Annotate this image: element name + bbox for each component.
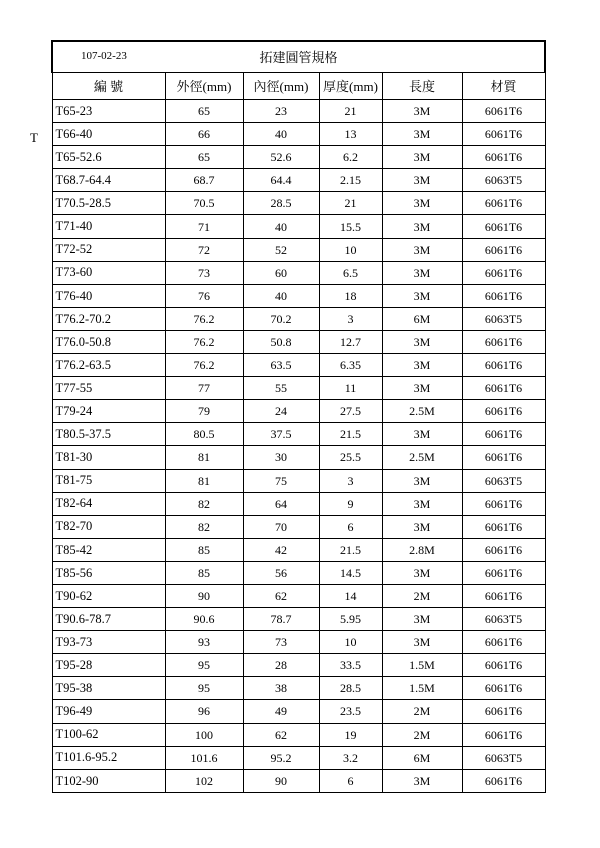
table-cell: 6061T6 [462, 492, 545, 515]
pipe-code-cell: T76.2-70.2 [52, 307, 165, 330]
table-cell: 6063T5 [462, 608, 545, 631]
table-cell: 64.4 [243, 169, 319, 192]
table-cell: 93 [165, 631, 243, 654]
table-cell: 42 [243, 538, 319, 561]
pipe-code-cell: T71-40 [52, 215, 165, 238]
table-cell: 6061T6 [462, 146, 545, 169]
pipe-code-cell: T70.5-28.5 [52, 192, 165, 215]
table-cell: 73 [165, 261, 243, 284]
table-cell: 72 [165, 238, 243, 261]
table-row [52, 330, 545, 353]
table-cell: 75 [243, 469, 319, 492]
table-cell: 82 [165, 515, 243, 538]
table-cell: 6061T6 [462, 538, 545, 561]
table-cell: 21 [319, 192, 382, 215]
document-date: 107-02-23 [81, 50, 127, 62]
table-cell: 1.5M [382, 677, 462, 700]
table-cell: 6061T6 [462, 561, 545, 584]
table-cell: 76 [165, 284, 243, 307]
table-cell: 3M [382, 492, 462, 515]
table-cell: 6061T6 [462, 377, 545, 400]
table-cell: 28.5 [319, 677, 382, 700]
table-row [52, 284, 545, 307]
table-cell: 6061T6 [462, 238, 545, 261]
table-cell: 6061T6 [462, 423, 545, 446]
table-row [52, 631, 545, 654]
table-cell: 81 [165, 446, 243, 469]
table-row [52, 307, 545, 330]
table-cell: 3M [382, 608, 462, 631]
table-cell: 76.2 [165, 330, 243, 353]
column-header: 長度 [382, 73, 462, 100]
pipe-code-cell: T81-75 [52, 469, 165, 492]
title-row [52, 41, 545, 73]
table-cell: 70.2 [243, 307, 319, 330]
table-cell: 18 [319, 284, 382, 307]
table-cell: 2.15 [319, 169, 382, 192]
table-row [52, 400, 545, 423]
table-cell: 76.2 [165, 307, 243, 330]
table-cell: 102 [165, 769, 243, 792]
pipe-code-cell: T81-30 [52, 446, 165, 469]
table-cell: 3.2 [319, 746, 382, 769]
table-cell: 90 [243, 769, 319, 792]
table-cell: 6061T6 [462, 723, 545, 746]
table-cell: 3M [382, 330, 462, 353]
table-cell: 2M [382, 584, 462, 607]
table-cell: 3M [382, 469, 462, 492]
table-cell: 14 [319, 584, 382, 607]
table-row [52, 538, 545, 561]
column-header: 編 號 [52, 73, 165, 100]
table-row [52, 377, 545, 400]
pipe-code-cell: T90.6-78.7 [52, 608, 165, 631]
table-row [52, 700, 545, 723]
table-cell: 10 [319, 238, 382, 261]
table-row [52, 746, 545, 769]
table-row [52, 469, 545, 492]
table-cell: 65 [165, 146, 243, 169]
table-cell: 6061T6 [462, 330, 545, 353]
table-cell: 101.6 [165, 746, 243, 769]
table-cell: 13 [319, 123, 382, 146]
table-cell: 66 [165, 123, 243, 146]
table-cell: 3M [382, 377, 462, 400]
table-cell: 6061T6 [462, 654, 545, 677]
pipe-code-cell: T77-55 [52, 377, 165, 400]
table-cell: 6061T6 [462, 446, 545, 469]
pipe-code-cell: T65-23 [52, 100, 165, 123]
table-cell: 1.5M [382, 654, 462, 677]
table-cell: 62 [243, 723, 319, 746]
title-cell [52, 41, 545, 73]
table-cell: 6061T6 [462, 515, 545, 538]
table-cell: 6061T6 [462, 700, 545, 723]
table-cell: 6.2 [319, 146, 382, 169]
table-row [52, 515, 545, 538]
pipe-code-cell: T76-40 [52, 284, 165, 307]
table-cell: 79 [165, 400, 243, 423]
pipe-code-cell: T72-52 [52, 238, 165, 261]
table-cell: 90.6 [165, 608, 243, 631]
table-cell: 27.5 [319, 400, 382, 423]
table-cell: 5.95 [319, 608, 382, 631]
table-cell: 3M [382, 769, 462, 792]
table-cell: 90 [165, 584, 243, 607]
table-cell: 77 [165, 377, 243, 400]
table-cell: 6061T6 [462, 631, 545, 654]
table-cell: 6 [319, 769, 382, 792]
table-row [52, 238, 545, 261]
table-cell: 37.5 [243, 423, 319, 446]
table-cell: 100 [165, 723, 243, 746]
table-cell: 70.5 [165, 192, 243, 215]
pipe-code-cell: T82-70 [52, 515, 165, 538]
table-cell: 65 [165, 100, 243, 123]
pipe-code-cell: T76.0-50.8 [52, 330, 165, 353]
table-cell: 6 [319, 515, 382, 538]
table-row [52, 261, 545, 284]
table-cell: 6061T6 [462, 100, 545, 123]
table-cell: 38 [243, 677, 319, 700]
table-cell: 55 [243, 377, 319, 400]
pipe-code-cell: T101.6-95.2 [52, 746, 165, 769]
table-row [52, 169, 545, 192]
table-cell: 2.5M [382, 446, 462, 469]
table-cell: 2M [382, 700, 462, 723]
pipe-code-cell: T93-73 [52, 631, 165, 654]
table-cell: 3M [382, 238, 462, 261]
table-cell: 3M [382, 192, 462, 215]
table-cell: 3M [382, 215, 462, 238]
table-cell: 3M [382, 123, 462, 146]
table-row [52, 146, 545, 169]
table-cell: 23 [243, 100, 319, 123]
table-cell: 3M [382, 515, 462, 538]
pipe-code-cell: T65-52.6 [52, 146, 165, 169]
pipe-code-cell: T80.5-37.5 [52, 423, 165, 446]
table-cell: 3M [382, 423, 462, 446]
table-cell: 9 [319, 492, 382, 515]
table-cell: 6061T6 [462, 769, 545, 792]
table-cell: 6063T5 [462, 746, 545, 769]
table-row [52, 123, 545, 146]
spec-table [51, 40, 546, 793]
table-cell: 3M [382, 284, 462, 307]
table-cell: 2M [382, 723, 462, 746]
table-cell: 3M [382, 100, 462, 123]
table-row [52, 608, 545, 631]
table-cell: 21.5 [319, 423, 382, 446]
table-cell: 24 [243, 400, 319, 423]
table-cell: 3 [319, 469, 382, 492]
table-row [52, 100, 545, 123]
table-cell: 6061T6 [462, 677, 545, 700]
table-cell: 95 [165, 677, 243, 700]
table-cell: 19 [319, 723, 382, 746]
table-cell: 40 [243, 123, 319, 146]
table-cell: 63.5 [243, 354, 319, 377]
column-header: 外徑(mm) [165, 73, 243, 100]
table-row [52, 584, 545, 607]
table-row [52, 215, 545, 238]
table-cell: 11 [319, 377, 382, 400]
table-cell: 6.5 [319, 261, 382, 284]
table-cell: 30 [243, 446, 319, 469]
pipe-code-cell: T96-49 [52, 700, 165, 723]
table-row [52, 192, 545, 215]
column-header: 厚度(mm) [319, 73, 382, 100]
table-cell: 40 [243, 284, 319, 307]
pipe-code-cell: T102-90 [52, 769, 165, 792]
pipe-code-cell: T100-62 [52, 723, 165, 746]
table-cell: 28.5 [243, 192, 319, 215]
column-header-row [52, 73, 545, 100]
table-cell: 52.6 [243, 146, 319, 169]
table-cell: 6061T6 [462, 123, 545, 146]
table-cell: 52 [243, 238, 319, 261]
table-cell: 50.8 [243, 330, 319, 353]
table-row [52, 677, 545, 700]
table-cell: 6063T5 [462, 469, 545, 492]
pipe-code-cell: T90-62 [52, 584, 165, 607]
table-row [52, 423, 545, 446]
table-cell: 73 [243, 631, 319, 654]
table-cell: 3M [382, 261, 462, 284]
table-cell: 6061T6 [462, 261, 545, 284]
table-cell: 3M [382, 561, 462, 584]
table-cell: 12.7 [319, 330, 382, 353]
table-cell: 68.7 [165, 169, 243, 192]
table-cell: 25.5 [319, 446, 382, 469]
table-cell: 64 [243, 492, 319, 515]
table-cell: 6061T6 [462, 215, 545, 238]
table-cell: 15.5 [319, 215, 382, 238]
table-cell: 76.2 [165, 354, 243, 377]
column-header: 內徑(mm) [243, 73, 319, 100]
pipe-code-cell: T85-42 [52, 538, 165, 561]
table-cell: 82 [165, 492, 243, 515]
table-cell: 6061T6 [462, 284, 545, 307]
table-cell: 6M [382, 307, 462, 330]
table-cell: 6.35 [319, 354, 382, 377]
table-cell: 96 [165, 700, 243, 723]
table-cell: 28 [243, 654, 319, 677]
column-header: 材質 [462, 73, 545, 100]
table-cell: 62 [243, 584, 319, 607]
pipe-code-cell: T82-64 [52, 492, 165, 515]
pipe-code-cell: T68.7-64.4 [52, 169, 165, 192]
pipe-code-cell: T95-38 [52, 677, 165, 700]
table-cell: 6063T5 [462, 307, 545, 330]
table-row [52, 446, 545, 469]
table-cell: 81 [165, 469, 243, 492]
table-body [52, 100, 545, 793]
table-row [52, 561, 545, 584]
table-cell: 6061T6 [462, 354, 545, 377]
table-cell: 2.8M [382, 538, 462, 561]
table-cell: 21 [319, 100, 382, 123]
pipe-code-cell: T85-56 [52, 561, 165, 584]
table-cell: 6M [382, 746, 462, 769]
table-cell: 3M [382, 169, 462, 192]
table-cell: 49 [243, 700, 319, 723]
table-cell: 21.5 [319, 538, 382, 561]
table-cell: 6063T5 [462, 169, 545, 192]
pipe-code-cell: T79-24 [52, 400, 165, 423]
table-cell: 6061T6 [462, 400, 545, 423]
table-row [52, 492, 545, 515]
table-cell: 3 [319, 307, 382, 330]
table-cell: 95.2 [243, 746, 319, 769]
table-cell: 85 [165, 561, 243, 584]
table-cell: 2.5M [382, 400, 462, 423]
table-cell: 40 [243, 215, 319, 238]
pipe-code-cell: T66-40 [52, 123, 165, 146]
document-title: 拓建圓管規格 [259, 49, 338, 65]
table-cell: 70 [243, 515, 319, 538]
table-row [52, 723, 545, 746]
table-cell: 6061T6 [462, 584, 545, 607]
table-cell: 3M [382, 146, 462, 169]
table-cell: 6061T6 [462, 192, 545, 215]
table-cell: 3M [382, 631, 462, 654]
table-cell: 56 [243, 561, 319, 584]
table-row [52, 654, 545, 677]
table-cell: 71 [165, 215, 243, 238]
table-cell: 95 [165, 654, 243, 677]
table-row [52, 354, 545, 377]
table-cell: 3M [382, 354, 462, 377]
pipe-code-cell: T76.2-63.5 [52, 354, 165, 377]
table-cell: 85 [165, 538, 243, 561]
table-cell: 14.5 [319, 561, 382, 584]
table-cell: 23.5 [319, 700, 382, 723]
pipe-code-cell: T95-28 [52, 654, 165, 677]
margin-mark: T [30, 130, 38, 145]
table-cell: 80.5 [165, 423, 243, 446]
table-row [52, 769, 545, 792]
table-cell: 78.7 [243, 608, 319, 631]
table-cell: 60 [243, 261, 319, 284]
table-cell: 33.5 [319, 654, 382, 677]
table-cell: 10 [319, 631, 382, 654]
pipe-code-cell: T73-60 [52, 261, 165, 284]
